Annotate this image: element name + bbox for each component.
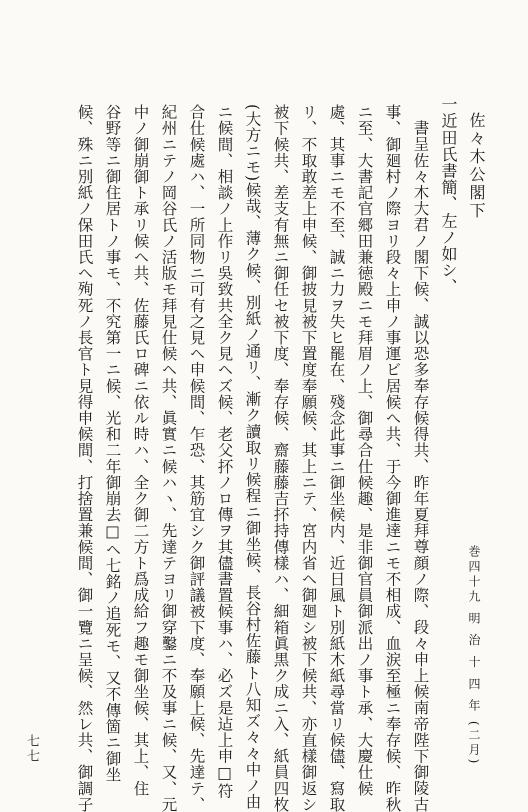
text-column-1: 一近田氏書簡、左ノ如シ、 xyxy=(439,96,458,296)
text-column-10: 合仕候處ハ、一所同物ニ可有之見ヘ申候間、乍恐、其筋宜シク御評議被下度、奉願上候、先達テ、 xyxy=(187,104,206,812)
text-column-14: 候、殊ニ別紙ノ保田氏ヘ殉死ノ長官ト見得申候間、打捨置兼候間、御一覽ニ呈候、然レ共、御調子 xyxy=(75,104,94,812)
text-column-5: 處、其事ニモ不至、誠ニ力ヲ失ヒ罷在、殘念此事ニ御坐候内、近日風ト別紙木紙尋當リ候儘、寫取 xyxy=(327,104,346,812)
text-column-12: 中ノ御崩御ト承リ候ヘ共、佐藤氏ロ碑ニ依ル時ハ、全ク御二方ト爲成給フ趣モ御坐候、其上、住 xyxy=(131,104,150,797)
page-number: 七七 xyxy=(24,734,39,764)
text-column-8: (大方ニモ)候哉、薄ク候、別紙ノ通リ、漸ク讀取リ候程ニ御坐候、長谷村佐藤ト八知ズ々々中ノ由 xyxy=(243,104,262,810)
text-column-3: 事、御廻村ノ際ヨリ段々上申ノ事運ビ居候へ共、于今御進達ニモ不相成、血涙至極ニ奉存候、昨秋 xyxy=(383,104,402,812)
text-column-7: 被下候共、差支有無ニ御任セ被下度、奉存候、齋藤藤吉抔持傳樣ハ、細箱眞黒ク成ニ入、紙員四枚 xyxy=(271,104,290,812)
text-column-4: ニ至、大書記官郷田兼徳殿ニモ拜眉ノ上、御尋合仕候趣、是非御官員御派出ノ事ト承、大慶仕候 xyxy=(355,104,374,797)
text-column-6: リ、不取敢差上申候、御披見被下置度奉願候、其上ニテ、宮内省ヘ御廻シ被下候共、亦直樣御返シ xyxy=(299,104,318,812)
volume-footer: 巻四十九 明 治 十 四 年 (二月) xyxy=(467,544,481,766)
page-header-title: 佐々木公閣下 xyxy=(467,112,486,220)
text-column-2: 書呈佐々木大君ノ閣下候、誠以恐多奉存候得共、昨年夏拜尊顔ノ際、段々申上候南帝陛下御陵古 xyxy=(411,120,430,812)
text-column-11: 紀州ニテノ岡谷氏ノ活版モ拜見仕候ヘ共、眞實ニ候ハヽ、先達テヨリ御穿鑿ニ不及事ニ候、又、元 xyxy=(159,104,178,812)
text-column-9: ニ候間、相談ノ上作リ吳致共全ク見ヘズ候、老父抔ノロ傳ヲ其儘書置候事ハ、必ズ是迠上申□符 xyxy=(215,104,234,799)
text-column-13: 谷野等ニ御住居トノ事モ、不究第一ニ候、光和二年御崩去□ヘ七銘ノ追死モ、又不傳箇ニ御坐 xyxy=(103,104,122,783)
